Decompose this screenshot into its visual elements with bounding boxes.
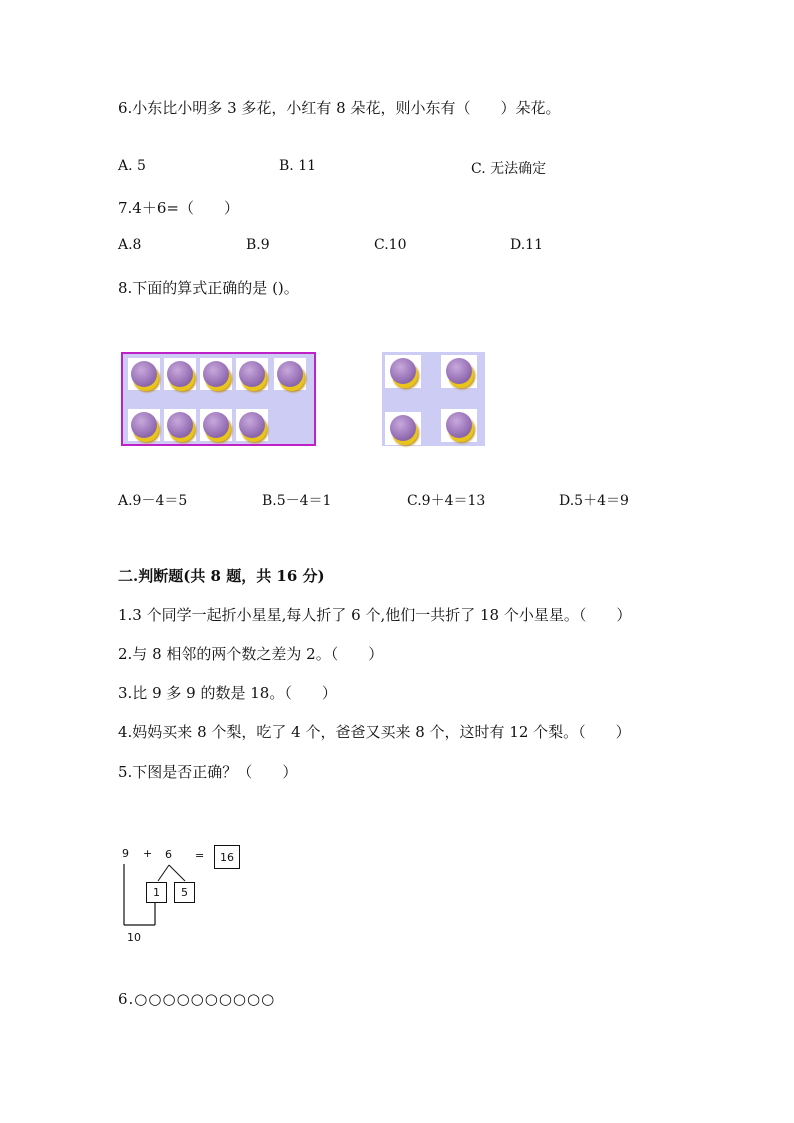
question-7-text: 7.4＋6=（ ） [118,199,239,217]
diagram-plus: + [143,847,153,860]
plum-icon [200,358,232,390]
plum-icon [128,409,160,441]
q6-option-c: C. 无法确定 [471,161,547,177]
diagram-equals: = [195,849,205,862]
diagram-bracket-sum: 10 [127,931,141,944]
plum-icon [236,409,268,441]
q7-option-c: C.10 [374,237,407,253]
diagram-split-box-1: 1 [146,882,167,903]
judge-item-5: 5.下图是否正确？（ ） [118,763,298,781]
plum-icon [385,412,421,445]
plum-icon [441,409,477,442]
plum-icon [274,358,306,390]
plum-group-four [382,352,485,446]
plum-icon [236,358,268,390]
judge-item-2: 2.与 8 相邻的两个数之差为 2。（ ） [118,645,384,663]
diagram-lines [115,860,215,935]
q7-option-d: D.11 [510,237,543,253]
judge-item-4: 4.妈妈买来 8 个梨，吃了 4 个，爸爸又买来 8 个，这时有 12 个梨。（ ） [118,723,631,741]
diagram-result-box: 16 [214,845,240,869]
plum-icon [200,409,232,441]
question-8-text: 8.下面的算式正确的是 ()。 [118,279,299,297]
q6-option-a: A. 5 [118,158,146,174]
q8-option-b: B.5－4＝1 [262,493,332,509]
question-6-text: 6.小东比小明多 3 多花，小红有 8 朵花，则小东有（ ）朵花。 [118,99,561,117]
diagram-addend-b: 6 [165,848,172,861]
judge-item-1: 1.3 个同学一起折小星星,每人折了 6 个,他们一共折了 18 个小星星。（ ） [118,606,632,624]
plum-icon [164,409,196,441]
q7-option-b: B.9 [246,237,270,253]
plum-group-nine [121,352,316,446]
q7-option-a: A.8 [118,237,142,253]
q8-option-d: D.5＋4＝9 [559,493,629,509]
q8-option-a: A.9－4＝5 [118,493,188,509]
diagram-split-box-2: 5 [174,882,195,903]
plum-icon [164,358,196,390]
plum-icon [128,358,160,390]
section-heading: 二.判断题(共 8 题，共 16 分) [118,567,325,585]
judge-item-3: 3.比 9 多 9 的数是 18。（ ） [118,684,337,702]
plum-icon [441,355,477,388]
q8-option-c: C.9＋4＝13 [407,493,486,509]
judge-item-6: 6.○○○○○○○○○○ [118,990,276,1008]
diagram-addend-a: 9 [122,847,129,860]
q6-option-b: B. 11 [279,158,317,174]
plum-icon [385,355,421,388]
